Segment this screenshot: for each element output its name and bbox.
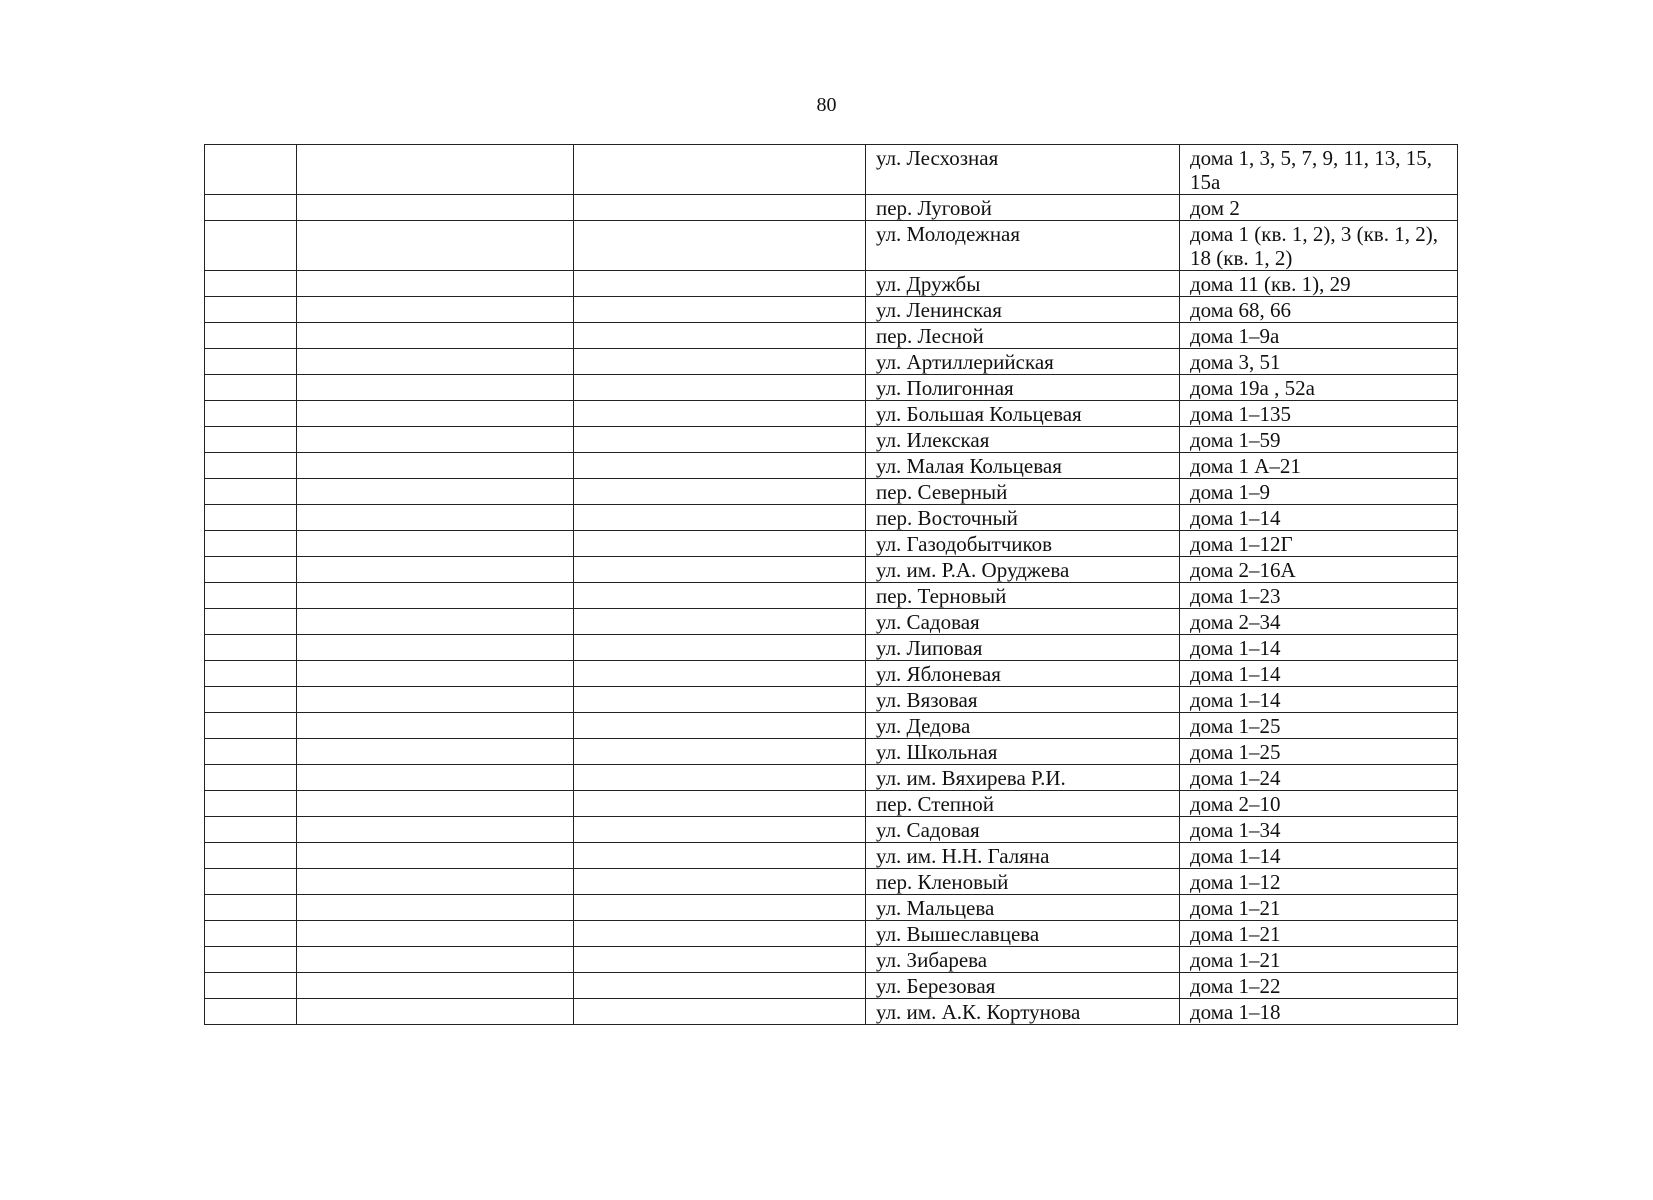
street-cell: ул. Ленинская — [866, 297, 1180, 323]
empty-cell-district — [574, 221, 866, 271]
empty-cell-number — [205, 635, 297, 661]
empty-cell-district — [574, 635, 866, 661]
street-cell: ул. им. А.К. Кортунова — [866, 999, 1180, 1025]
empty-cell-settlement — [297, 973, 574, 999]
empty-cell-number — [205, 609, 297, 635]
empty-cell-district — [574, 921, 866, 947]
page-number: 80 — [816, 94, 837, 116]
empty-cell-district — [574, 739, 866, 765]
empty-cell-number — [205, 297, 297, 323]
table-row — [205, 843, 1458, 869]
houses-cell: дома 1–59 — [1180, 427, 1458, 453]
table-row — [205, 427, 1458, 453]
empty-cell-settlement — [297, 869, 574, 895]
empty-cell-settlement — [297, 921, 574, 947]
empty-cell-number — [205, 453, 297, 479]
street-cell: ул. Малая Кольцевая — [866, 453, 1180, 479]
table-row — [205, 895, 1458, 921]
table-row — [205, 921, 1458, 947]
empty-cell-number — [205, 765, 297, 791]
table-row — [205, 505, 1458, 531]
street-cell: ул. им. Вяхирева Р.И. — [866, 765, 1180, 791]
table-row — [205, 271, 1458, 297]
street-cell: ул. Илекская — [866, 427, 1180, 453]
table-row — [205, 999, 1458, 1025]
empty-cell-settlement — [297, 661, 574, 687]
empty-cell-district — [574, 557, 866, 583]
empty-cell-number — [205, 427, 297, 453]
street-cell: ул. Вышеславцева — [866, 921, 1180, 947]
table-row — [205, 661, 1458, 687]
empty-cell-settlement — [297, 609, 574, 635]
empty-cell-number — [205, 687, 297, 713]
street-cell: пер. Терновый — [866, 583, 1180, 609]
houses-cell: дома 1–21 — [1180, 895, 1458, 921]
empty-cell-number — [205, 583, 297, 609]
houses-cell: дома 1–9 — [1180, 479, 1458, 505]
table-row — [205, 479, 1458, 505]
houses-cell: дома 68, 66 — [1180, 297, 1458, 323]
empty-cell-settlement — [297, 765, 574, 791]
houses-cell: дома 1–24 — [1180, 765, 1458, 791]
street-cell: ул. Лесхозная — [866, 145, 1180, 195]
empty-cell-district — [574, 401, 866, 427]
empty-cell-settlement — [297, 583, 574, 609]
empty-cell-number — [205, 661, 297, 687]
houses-cell: дома 1–135 — [1180, 401, 1458, 427]
empty-cell-district — [574, 609, 866, 635]
table-row — [205, 765, 1458, 791]
empty-cell-settlement — [297, 349, 574, 375]
table-row — [205, 323, 1458, 349]
houses-cell: дома 19а , 52а — [1180, 375, 1458, 401]
empty-cell-district — [574, 583, 866, 609]
houses-cell: дома 1–14 — [1180, 635, 1458, 661]
table-row — [205, 297, 1458, 323]
empty-cell-number — [205, 145, 297, 195]
houses-cell: дома 1–9а — [1180, 323, 1458, 349]
houses-cell: дома 1–25 — [1180, 739, 1458, 765]
empty-cell-district — [574, 791, 866, 817]
empty-cell-number — [205, 817, 297, 843]
empty-cell-district — [574, 427, 866, 453]
table-row — [205, 791, 1458, 817]
empty-cell-settlement — [297, 895, 574, 921]
empty-cell-number — [205, 401, 297, 427]
empty-cell-number — [205, 271, 297, 297]
empty-cell-district — [574, 713, 866, 739]
houses-cell: дома 1–12Г — [1180, 531, 1458, 557]
empty-cell-settlement — [297, 739, 574, 765]
empty-cell-district — [574, 843, 866, 869]
empty-cell-district — [574, 195, 866, 221]
empty-cell-district — [574, 661, 866, 687]
empty-cell-settlement — [297, 145, 574, 195]
empty-cell-settlement — [297, 221, 574, 271]
table-row — [205, 687, 1458, 713]
houses-cell: дома 1, 3, 5, 7, 9, 11, 13, 15, 15а — [1180, 145, 1458, 195]
street-cell: пер. Восточный — [866, 505, 1180, 531]
empty-cell-district — [574, 271, 866, 297]
empty-cell-district — [574, 765, 866, 791]
street-cell: ул. Мальцева — [866, 895, 1180, 921]
empty-cell-settlement — [297, 687, 574, 713]
address-table-body — [205, 145, 1458, 1025]
empty-cell-number — [205, 349, 297, 375]
empty-cell-district — [574, 505, 866, 531]
empty-cell-district — [574, 869, 866, 895]
houses-cell: дома 1–14 — [1180, 843, 1458, 869]
empty-cell-number — [205, 713, 297, 739]
empty-cell-district — [574, 999, 866, 1025]
empty-cell-number — [205, 505, 297, 531]
empty-cell-settlement — [297, 479, 574, 505]
empty-cell-settlement — [297, 635, 574, 661]
street-cell: ул. Дедова — [866, 713, 1180, 739]
street-cell: ул. им. Н.Н. Галяна — [866, 843, 1180, 869]
empty-cell-district — [574, 375, 866, 401]
empty-cell-settlement — [297, 843, 574, 869]
table-row — [205, 713, 1458, 739]
table-row — [205, 583, 1458, 609]
empty-cell-district — [574, 479, 866, 505]
empty-cell-district — [574, 947, 866, 973]
street-cell: ул. Садовая — [866, 817, 1180, 843]
empty-cell-settlement — [297, 297, 574, 323]
empty-cell-district — [574, 895, 866, 921]
table-row — [205, 609, 1458, 635]
houses-cell: дома 11 (кв. 1), 29 — [1180, 271, 1458, 297]
empty-cell-number — [205, 791, 297, 817]
table-row — [205, 635, 1458, 661]
empty-cell-number — [205, 869, 297, 895]
empty-cell-settlement — [297, 505, 574, 531]
empty-cell-settlement — [297, 817, 574, 843]
street-cell: пер. Кленовый — [866, 869, 1180, 895]
empty-cell-number — [205, 921, 297, 947]
houses-cell: дома 1–14 — [1180, 687, 1458, 713]
table-row — [205, 557, 1458, 583]
table-row — [205, 869, 1458, 895]
table-row — [205, 375, 1458, 401]
empty-cell-settlement — [297, 531, 574, 557]
empty-cell-number — [205, 221, 297, 271]
street-cell: пер. Луговой — [866, 195, 1180, 221]
table-row — [205, 401, 1458, 427]
houses-cell: дома 3, 51 — [1180, 349, 1458, 375]
empty-cell-settlement — [297, 401, 574, 427]
empty-cell-number — [205, 195, 297, 221]
table-row — [205, 973, 1458, 999]
address-table — [204, 144, 1458, 1025]
houses-cell: дома 1–14 — [1180, 505, 1458, 531]
empty-cell-district — [574, 453, 866, 479]
empty-cell-settlement — [297, 999, 574, 1025]
houses-cell: дома 1–12 — [1180, 869, 1458, 895]
empty-cell-district — [574, 297, 866, 323]
street-cell: ул. Садовая — [866, 609, 1180, 635]
street-cell: ул. им. Р.А. Оруджева — [866, 557, 1180, 583]
table-row — [205, 739, 1458, 765]
empty-cell-settlement — [297, 947, 574, 973]
empty-cell-number — [205, 739, 297, 765]
empty-cell-district — [574, 973, 866, 999]
empty-cell-number — [205, 843, 297, 869]
empty-cell-settlement — [297, 271, 574, 297]
street-cell: ул. Школьная — [866, 739, 1180, 765]
street-cell: ул. Липовая — [866, 635, 1180, 661]
houses-cell: дома 2–16А — [1180, 557, 1458, 583]
empty-cell-district — [574, 145, 866, 195]
houses-cell: дома 1–25 — [1180, 713, 1458, 739]
empty-cell-settlement — [297, 427, 574, 453]
empty-cell-district — [574, 817, 866, 843]
table-row — [205, 221, 1458, 271]
empty-cell-number — [205, 323, 297, 349]
houses-cell: дома 1–22 — [1180, 973, 1458, 999]
empty-cell-settlement — [297, 791, 574, 817]
empty-cell-settlement — [297, 375, 574, 401]
table-row — [205, 947, 1458, 973]
street-cell: ул. Полигонная — [866, 375, 1180, 401]
street-cell: ул. Зибарева — [866, 947, 1180, 973]
street-cell: ул. Дружбы — [866, 271, 1180, 297]
street-cell: ул. Березовая — [866, 973, 1180, 999]
table-row — [205, 453, 1458, 479]
houses-cell: дома 1 А–21 — [1180, 453, 1458, 479]
table-row — [205, 349, 1458, 375]
street-cell: ул. Большая Кольцевая — [866, 401, 1180, 427]
houses-cell: дома 1 (кв. 1, 2), 3 (кв. 1, 2), 18 (кв. 1, 2) — [1180, 221, 1458, 271]
street-cell: пер. Лесной — [866, 323, 1180, 349]
table-row — [205, 531, 1458, 557]
table-row — [205, 195, 1458, 221]
empty-cell-district — [574, 687, 866, 713]
empty-cell-number — [205, 947, 297, 973]
table-row — [205, 145, 1458, 195]
houses-cell: дома 1–23 — [1180, 583, 1458, 609]
empty-cell-number — [205, 375, 297, 401]
houses-cell: дома 1–21 — [1180, 921, 1458, 947]
houses-cell: дома 1–18 — [1180, 999, 1458, 1025]
street-cell: ул. Артиллерийская — [866, 349, 1180, 375]
street-cell: ул. Вязовая — [866, 687, 1180, 713]
empty-cell-number — [205, 999, 297, 1025]
empty-cell-district — [574, 349, 866, 375]
empty-cell-settlement — [297, 557, 574, 583]
empty-cell-number — [205, 479, 297, 505]
houses-cell: дома 2–10 — [1180, 791, 1458, 817]
empty-cell-district — [574, 531, 866, 557]
houses-cell: дома 1–14 — [1180, 661, 1458, 687]
empty-cell-settlement — [297, 323, 574, 349]
empty-cell-number — [205, 895, 297, 921]
empty-cell-settlement — [297, 713, 574, 739]
street-cell: ул. Молодежная — [866, 221, 1180, 271]
empty-cell-number — [205, 973, 297, 999]
houses-cell: дома 1–21 — [1180, 947, 1458, 973]
houses-cell: дома 2–34 — [1180, 609, 1458, 635]
empty-cell-settlement — [297, 453, 574, 479]
table-row — [205, 817, 1458, 843]
houses-cell: дома 1–34 — [1180, 817, 1458, 843]
street-cell: пер. Северный — [866, 479, 1180, 505]
street-cell: ул. Газодобытчиков — [866, 531, 1180, 557]
houses-cell: дом 2 — [1180, 195, 1458, 221]
empty-cell-district — [574, 323, 866, 349]
street-cell: ул. Яблоневая — [866, 661, 1180, 687]
street-cell: пер. Степной — [866, 791, 1180, 817]
empty-cell-number — [205, 531, 297, 557]
empty-cell-number — [205, 557, 297, 583]
empty-cell-settlement — [297, 195, 574, 221]
